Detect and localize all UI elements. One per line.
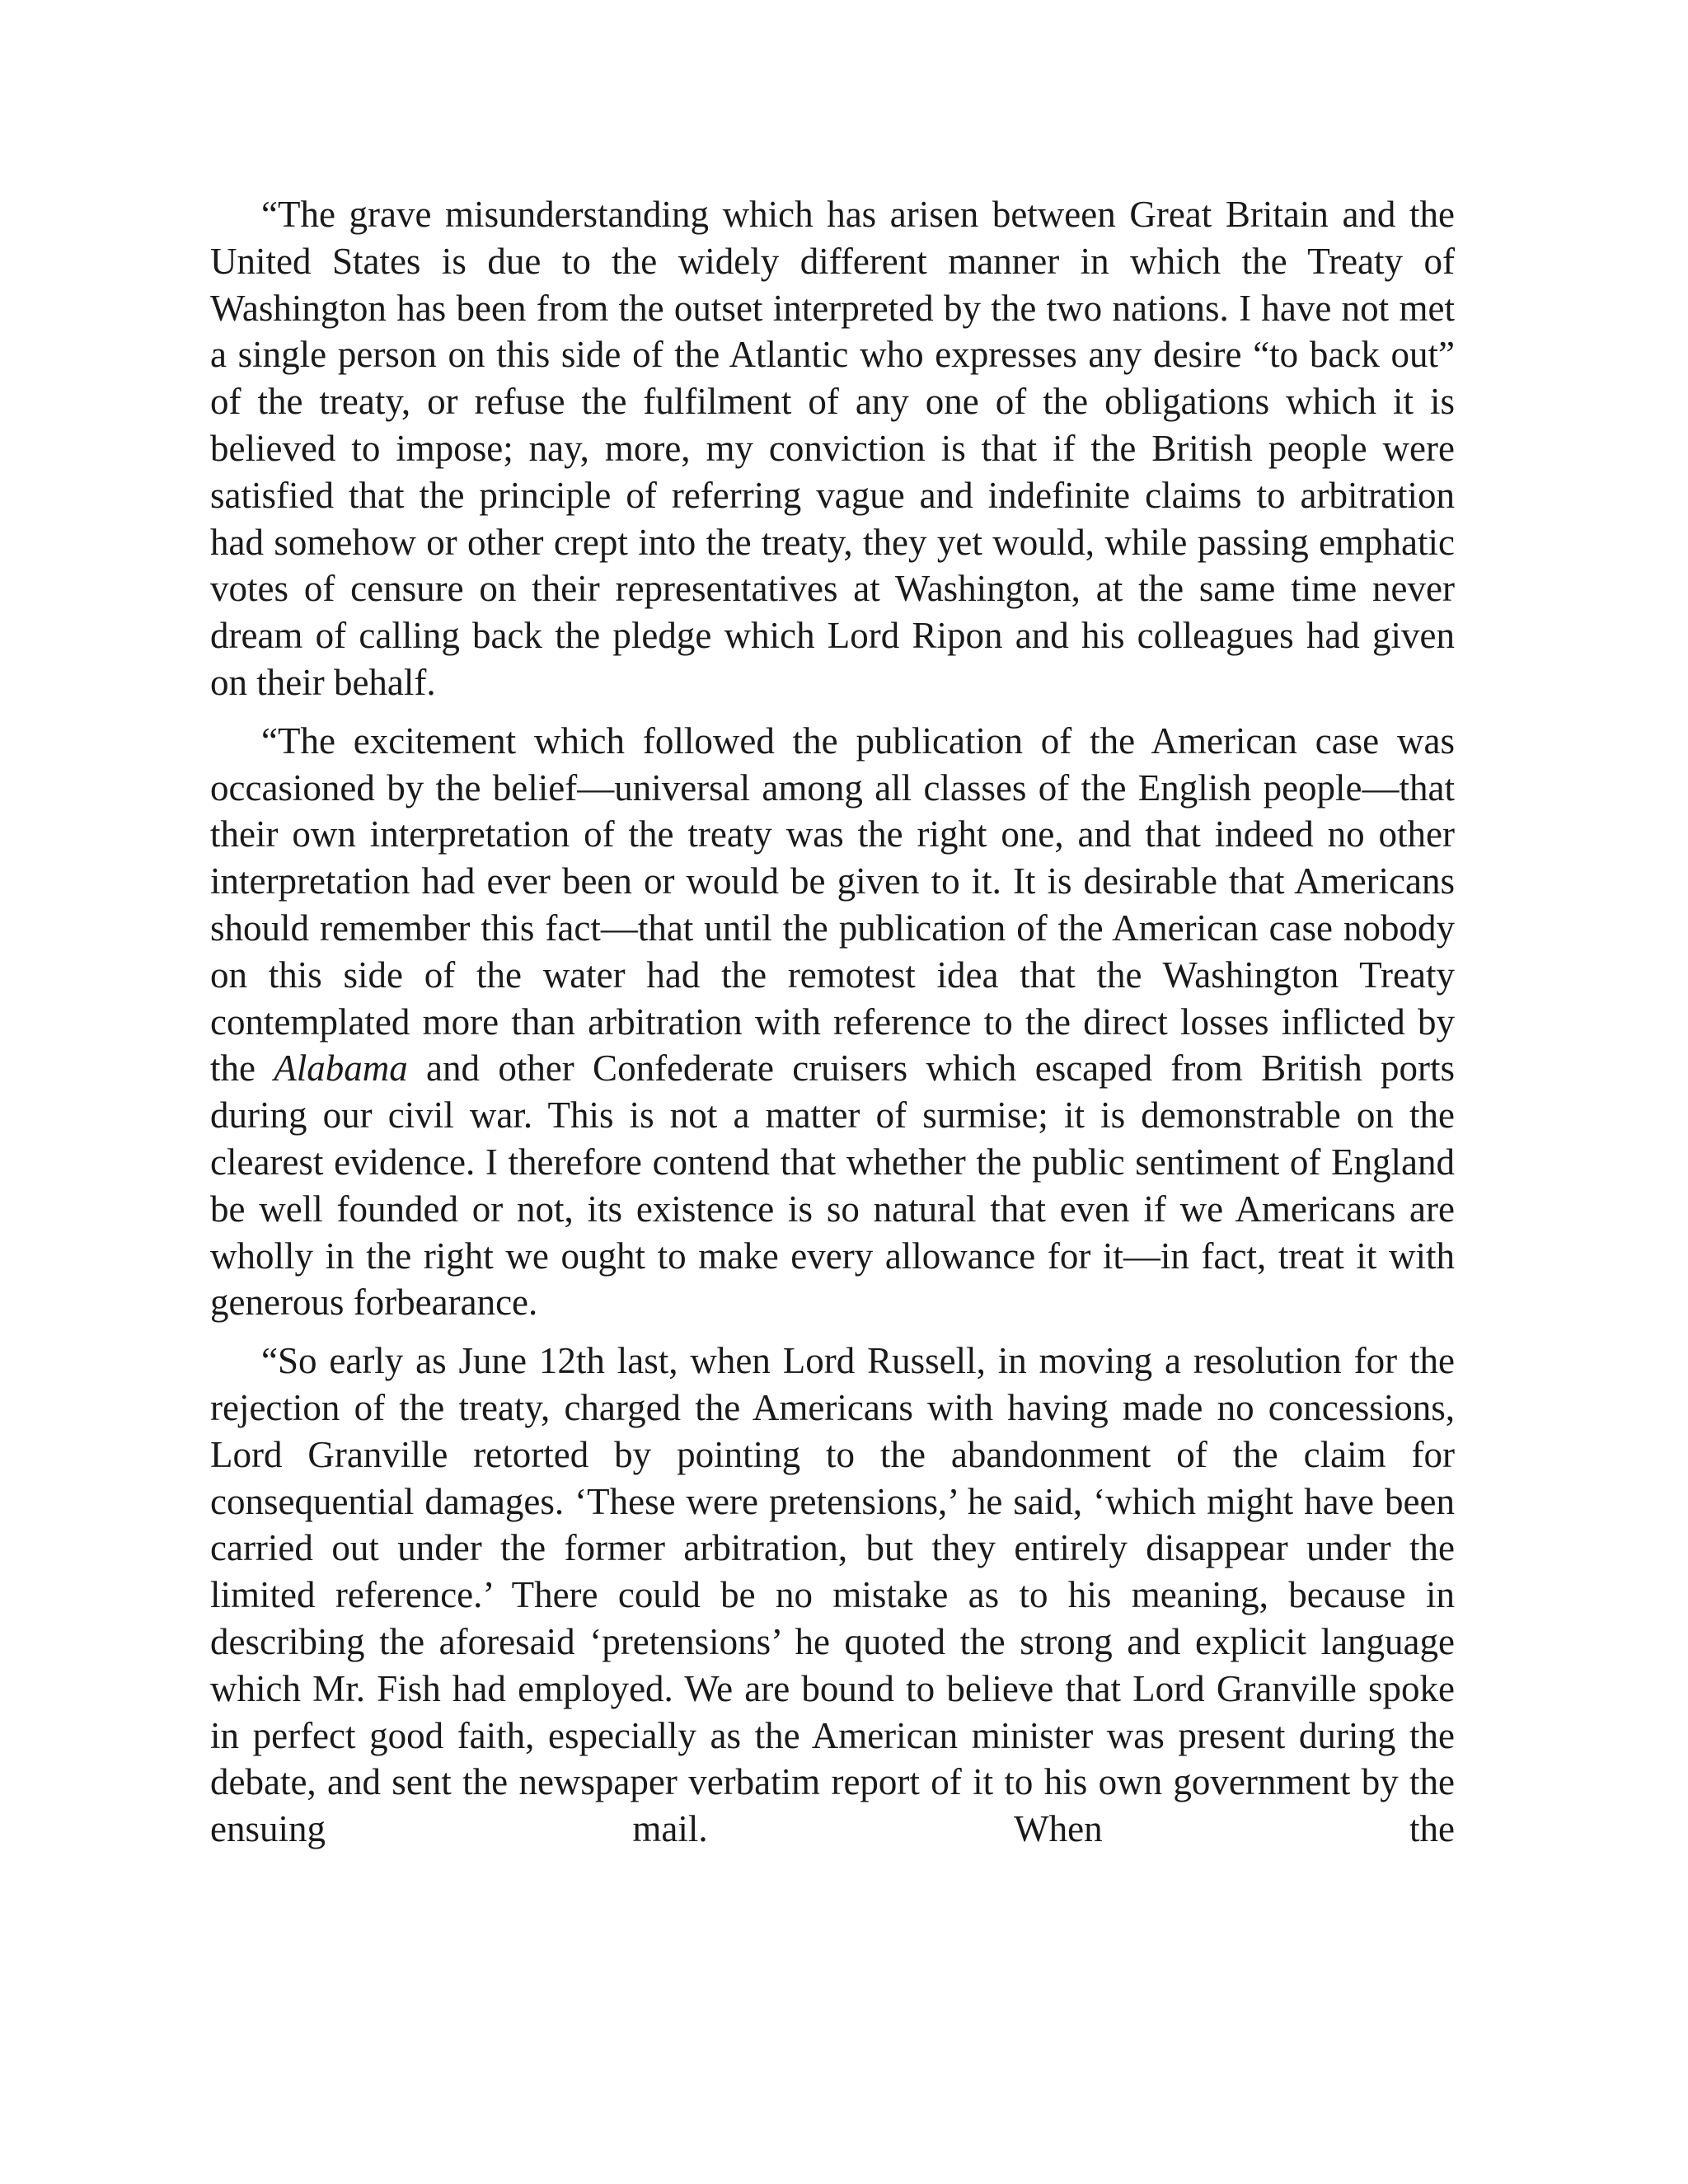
paragraph-text: “The grave misunderstanding which has arisen between Great Britain and the United States is due to the widely different manner in which the Treaty of Washington has been from the outset interpreted by the two nations. I have not met a single person on this side of the Atlantic who expresses any desire “to back out” of the treaty, or refuse the fulfilment of any one of the obligations which it is believed to impose; nay, more, my conviction is that if the British people were satisfied that the principle of referring vague and indefinite claims to arbitration had somehow or other crept into the treaty, they yet would, while passing emphatic votes of censure on their representatives at Washington, at the same time never dream of calling back the pledge which Lord Ripon and his colleagues had given on their behalf. <box>210 194 1455 703</box>
ship-name-italic: Alabama <box>274 1047 408 1090</box>
paragraph-text: and other Confederate cruisers which escaped from British ports during our civil war. This is not a matter of surmise; it is demonstrable on the clearest evidence. I therefore contend that whether the public sentiment of England be well founded or not, its existence is so natural that even if we Americans are wholly in the right we ought to make every allowance for it—in fact, treat it with generous forbearance. <box>210 1047 1455 1324</box>
paragraph-2 <box>210 718 1455 1326</box>
paragraph-text: “The excitement which followed the publication of the American case was occasioned by the belief—universal among all classes of the English people—that their own interpretation of the treaty was the right one, and that indeed no other interpretation had ever been or would be given to it. It is desirable that Americans should remember this fact—that until the publication of the American case nobody on this side of the water had the remotest idea that the Washington Treaty contemplated more than arbitration with reference to the direct losses inflicted by the <box>210 719 1455 1090</box>
paragraph-1 <box>210 191 1455 706</box>
page-body <box>210 191 1455 1864</box>
paragraph-3 <box>210 1338 1455 1853</box>
paragraph-text: “So early as June 12th last, when Lord Russell, in moving a resolution for the rejection of the treaty, charged the Americans with having made no concessions, Lord Granville retorted by pointing to the abandonment of the claim for consequential damages. ‘These were pretensions,’ he said, ‘which might have been carried out under the former arbitration, but they entirely disappear under the limited reference.’ There could be no mistake as to his meaning, because in describing the aforesaid ‘pretensions’ he quoted the strong and explicit language which Mr. Fish had employed. We are bound to believe that Lord Granville spoke in perfect good faith, especially as the American minister was present during the debate, and sent the newspaper verbatim report of it to his own government by the ensuing mail. When the <box>210 1340 1455 1850</box>
